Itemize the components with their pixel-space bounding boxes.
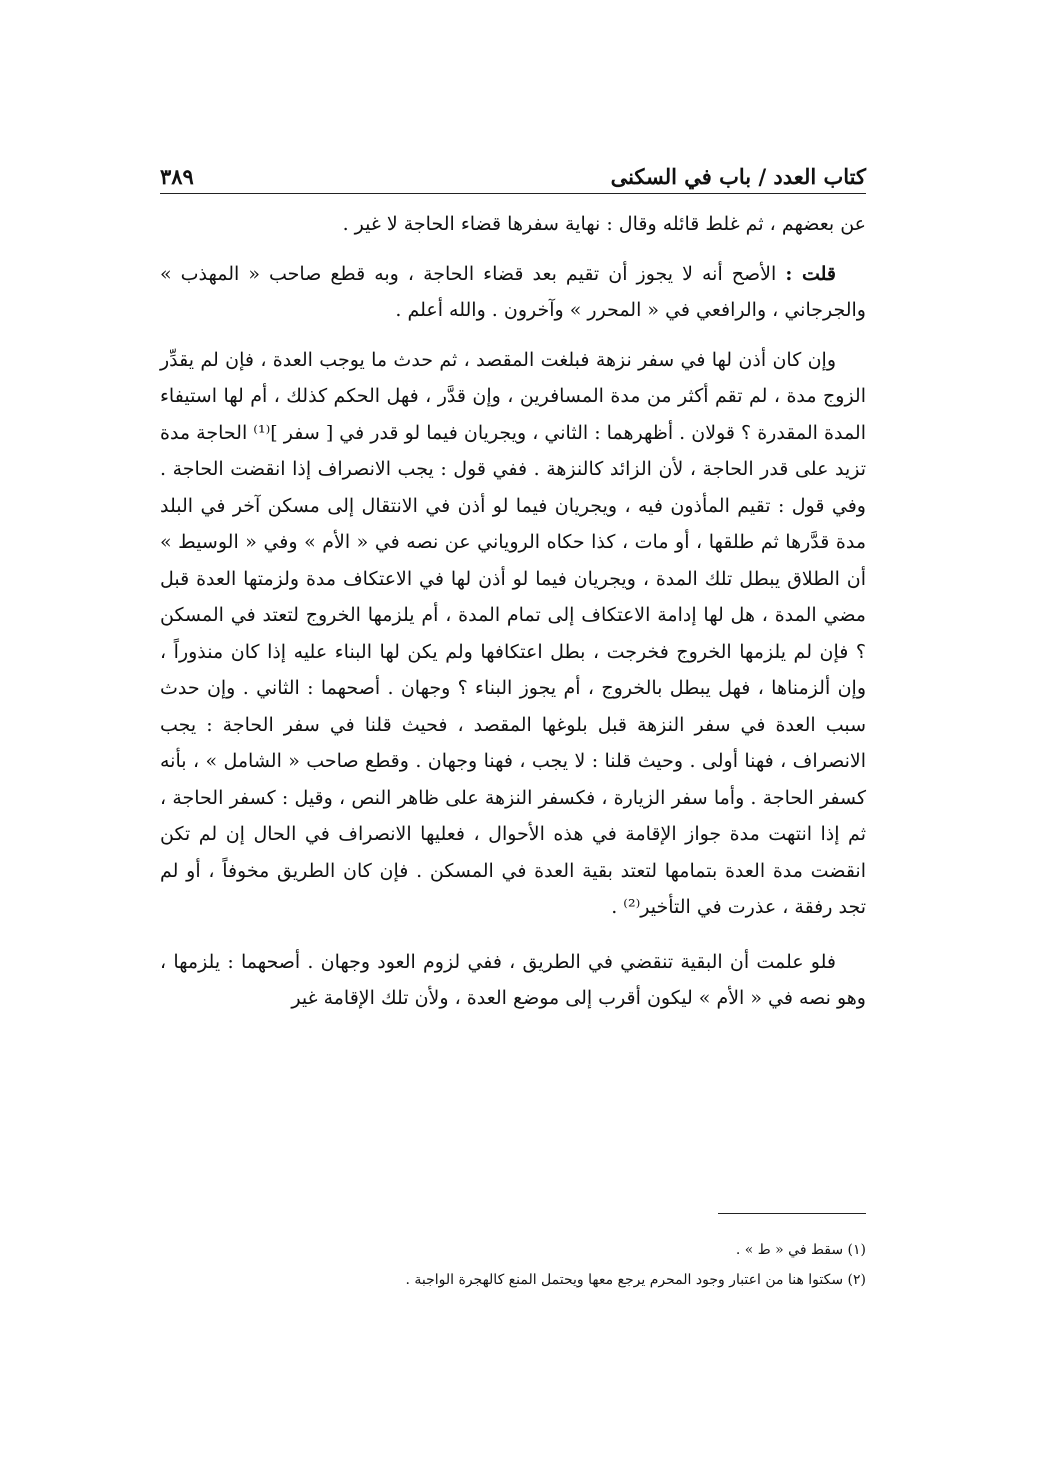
main-text xyxy=(160,206,866,1017)
header-rule xyxy=(160,193,866,194)
paragraph-2-text: الأصح أنه لا يجوز أن تقيم بعد قضاء الحاجة ، وبه قطع صاحب « المهذب » والجرجاني ، والرافعي في « المحرر » وآخرون . والله أعلم . xyxy=(160,262,866,321)
footnote-rule xyxy=(718,1213,866,1214)
paragraph-2 xyxy=(160,256,866,329)
paragraph-1: عن بعضهم ، ثم غلط قائله وقال : نهاية سفرها قضاء الحاجة لا غير . xyxy=(342,213,866,235)
paragraph-4: فلو علمت أن البقية تنقضي في الطريق ، ففي لزوم العود وجهان . أصحهما : يلزمها ، وهو نصه في « الأم » ليكون أقرب إلى موضع العدة ، ولأن تلك الإقامة غير xyxy=(160,950,866,1009)
qultu-label: قلت : xyxy=(785,262,836,285)
paragraph-3: وإن كان أذن لها في سفر نزهة فبلغت المقصد ، ثم حدث ما يوجب العدة ، فإن لم يقدِّر الزوج مدة ، لم تقم أكثر من مدة المسافرين ، وإن قدَّر ، فهل الحكم كذلك ، أم لها استيفاء المدة المقدرة ؟ قولان . أظهرهما : الثاني ، ويجريان فيما لو قدر في [ سفر ]⁽¹⁾ الحاجة مدة تزيد على قدر الحاجة ، لأن الزائد كالنزهة . ففي قول : يجب الانصراف إذا انقضت الحاجة . وفي قول : تقيم المأذون فيه ، ويجريان فيما لو أذن في الانتقال إلى مسكن آخر في البلد مدة قدَّرها ثم طلقها ، أو مات ، كذا حكاه الروياني عن نصه في « الأم » وفي « الوسيط » أن الطلاق يبطل تلك المدة ، ويجريان فيما لو أذن لها في الاعتكاف مدة ولزمتها العدة قبل مضي المدة ، هل لها إدامة الاعتكاف إلى تمام المدة ، أم يلزمها الخروج لتعتد في المسكن ؟ فإن لم يلزمها الخروج فخرجت ، بطل اعتكافها ولم يكن لها البناء عليه إذا كان منذوراً ، وإن ألزمناها ، فهل يبطل بالخروج ، أم يجوز البناء ؟ وجهان . أصحهما : الثاني . وإن حدث سبب العدة في سفر النزهة قبل بلوغها المقصد ، فحيث قلنا في سفر الحاجة : يجب الانصراف ، فهنا أولى . وحيث قلنا : لا يجب ، فهنا وجهان . وقطع صاحب « الشامل » ، بأنه كسفر الحاجة . وأما سفر الزيارة ، فكسفر النزهة على ظاهر النص ، وقيل : كسفر الحاجة ، ثم إذا انتهت مدة جواز الإقامة في هذه الأحوال ، فعليها الانصراف في الحال إن لم تكن انقضت مدة العدة بتمامها لتعتد بقية العدة في المسكن . فإن كان الطريق مخوفاً ، أو لم تجد رفقة ، عذرت في التأخير⁽²⁾ . xyxy=(160,348,867,918)
running-header xyxy=(160,153,866,189)
chapter-title: كتاب العدد / باب في السكنى xyxy=(610,164,866,189)
footnote-2: (٢) سكتوا هنا من اعتبار وجود المحرم يرجع معها ويحتمل المنع كالهجرة الواجبة . xyxy=(405,1272,866,1288)
page-number: ٣٨٩ xyxy=(160,164,194,189)
footnotes xyxy=(160,1235,866,1295)
footnote-1: (١) سقط في « ط » . xyxy=(735,1242,866,1258)
